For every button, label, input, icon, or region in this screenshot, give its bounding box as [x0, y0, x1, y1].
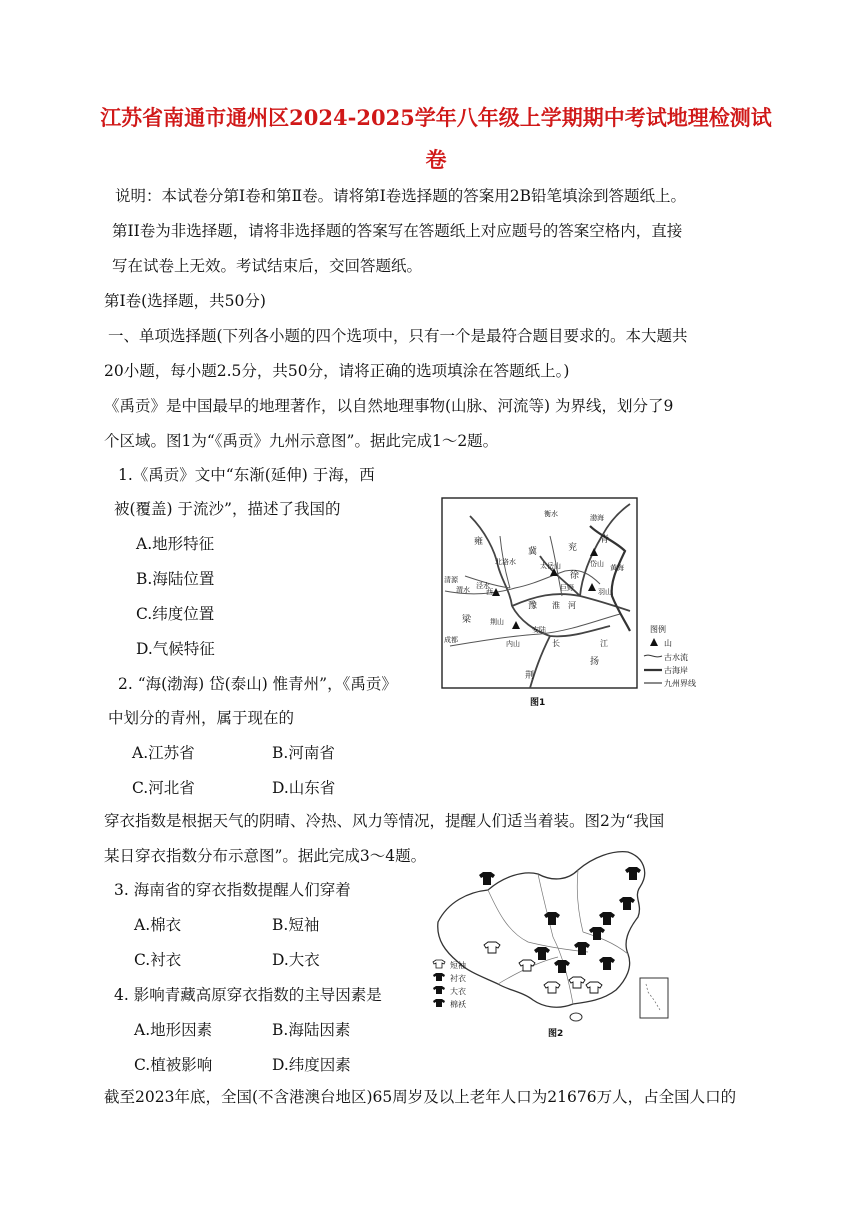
label-juye: 巨野	[560, 584, 574, 592]
legend-border: 九州界线	[664, 679, 696, 688]
q3-stem: 3. 海南省的穿衣指数提醒人们穿着	[114, 881, 351, 899]
figure2-clothing-index-map	[428, 842, 678, 1040]
q3-option-b: B.短袖	[272, 916, 320, 934]
legend-title: 图例	[650, 625, 666, 634]
hainan-outline	[570, 1013, 582, 1021]
section1-heading: 第Ⅰ卷(选择题，共50分)	[104, 292, 266, 310]
passage3-line1: 截至2023年底，全国(不含港澳台地区)65周岁及以上老年人口为21676万人，占全国人口的	[104, 1088, 737, 1106]
q1-option-d: D.气候特征	[136, 640, 215, 658]
q2-option-a: A.江苏省	[132, 744, 195, 762]
legend-coat-icon	[433, 986, 445, 994]
label-jiang: 江	[600, 639, 608, 648]
q4-option-d: D.纬度因素	[272, 1056, 351, 1074]
exam-title-line2: 卷	[425, 147, 447, 172]
q1-stem-line1: 1.《禹贡》文中“东渐(延伸) 于海，西	[118, 466, 375, 484]
china-outline	[438, 852, 645, 1008]
label-neifang: 内山	[506, 640, 520, 648]
label-huanghai: 黄海	[610, 564, 624, 572]
label-xi: 西	[486, 588, 493, 596]
label-anlu: 安陆	[532, 626, 546, 634]
label-chang: 长	[552, 639, 560, 648]
legend-short-icon	[433, 960, 445, 968]
figure1-legend	[644, 624, 696, 688]
figure2-caption: 图2	[548, 1029, 564, 1039]
legend-short: 短袖	[450, 961, 466, 970]
label-liang: 梁	[462, 615, 472, 625]
q4-option-b: B.海陆因素	[272, 1021, 351, 1039]
label-jingshui: 泾水	[476, 582, 490, 590]
instructions-line2: 第II卷为非选择题，请将非选择题的答案写在答题纸上对应题号的答案空格内，直接	[112, 222, 683, 240]
label-hengshui: 衡水	[544, 510, 558, 518]
figure1-caption: 图1	[530, 698, 546, 708]
q1-option-b: B.海陆位置	[136, 570, 215, 588]
label-yong: 雍	[474, 537, 484, 547]
part1-line1: 一、单项选择题(下列各小题的四个选项中，只有一个是最符合题目要求的。本大题共	[108, 327, 688, 345]
q2-stem-line2: 中划分的青州，属于现在的	[108, 709, 295, 727]
legend-river-icon	[644, 655, 662, 657]
cotton-icon	[479, 872, 495, 885]
legend-shirt: 衬衣	[450, 974, 466, 983]
q3-option-d: D.大衣	[272, 951, 320, 969]
label-yan: 兖	[568, 543, 578, 553]
q2-stem-line1: 2. “海(渤海) 岱(泰山) 惟青州”，《禹贡》	[118, 675, 397, 693]
exam-title-line1: 江苏省南通市通州区2024-2025学年八年级上学期期中考试地理检测试	[100, 105, 772, 130]
q4-option-c: C.植被影响	[134, 1056, 213, 1074]
passage2-line2: 某日穿衣指数分布示意图”。据此完成3～4题。	[104, 847, 427, 865]
passage1-line1: 《禹贡》是中国最早的地理著作，以自然地理事物(山脉、河流等) 为界线，划分了9	[104, 397, 674, 415]
passage2-line1: 穿衣指数是根据天气的阴晴、冷热、风力等情况，提醒人们适当着装。图2为“我国	[104, 812, 665, 830]
label-xu: 徐	[570, 571, 580, 581]
q4-option-a: A.地形因素	[134, 1021, 213, 1039]
instructions-line3: 写在试卷上无效。考试结束后，交回答题纸。	[112, 257, 423, 275]
legend-mountain: 山	[664, 639, 672, 648]
figure2-legend	[433, 960, 466, 1009]
label-huai: 淮	[552, 601, 560, 610]
label-daishan: 岱山	[590, 560, 604, 568]
label-he: 河	[568, 601, 576, 610]
part1-line2: 20小题，每小题2.5分，共50分，请将正确的选项填涂在答题纸上。)	[104, 362, 570, 380]
legend-coast: 古海岸	[664, 666, 688, 675]
legend-river: 古水流	[664, 653, 688, 662]
q4-stem: 4. 影响青藏高原穿衣指数的主导因素是	[114, 986, 382, 1004]
q1-option-a: A.地形特征	[136, 535, 215, 553]
q2-option-d: D.山东省	[272, 779, 336, 797]
q3-option-a: A.棉衣	[134, 916, 182, 934]
figure1-yugong-map	[440, 496, 708, 710]
q1-option-c: C.纬度位置	[136, 605, 215, 623]
label-qing: 青	[600, 535, 610, 545]
label-jingshan: 荆山	[490, 618, 504, 626]
label-chengdu: 成都	[444, 636, 458, 644]
label-yishan: 羽山	[598, 588, 612, 596]
label-qingyuan: 清源	[444, 576, 458, 584]
label-yang: 扬	[590, 657, 600, 667]
label-yu: 豫	[528, 601, 538, 611]
legend-mountain-icon	[650, 638, 658, 646]
label-beiluo: 北洛水	[495, 558, 516, 566]
q1-stem-line2: 被(覆盖) 于流沙”，描述了我国的	[114, 500, 341, 518]
q2-option-c: C.河北省	[132, 779, 195, 797]
legend-shirt-icon	[433, 973, 445, 981]
instructions-line1: 说明：本试卷分第Ⅰ卷和第Ⅱ卷。请将第Ⅰ卷选择题的答案用2B铅笔填涂到答题纸上。	[115, 187, 687, 205]
q3-option-c: C.衬衣	[134, 951, 182, 969]
south-sea-inset	[640, 978, 668, 1018]
passage1-line2: 个区域。图1为“《禹贡》九州示意图”。据此完成1～2题。	[104, 432, 499, 450]
legend-coat: 大衣	[450, 987, 466, 996]
label-bohai: 渤海	[590, 514, 604, 522]
q2-option-b: B.河南省	[272, 744, 335, 762]
label-weishui: 渭水	[456, 586, 470, 594]
label-ji: 冀	[528, 547, 538, 557]
legend-cotton: 棉袄	[450, 1000, 466, 1009]
label-jing: 荆	[525, 671, 535, 681]
legend-cotton-icon	[433, 999, 445, 1007]
label-taiyue: 太岳山	[540, 562, 561, 570]
